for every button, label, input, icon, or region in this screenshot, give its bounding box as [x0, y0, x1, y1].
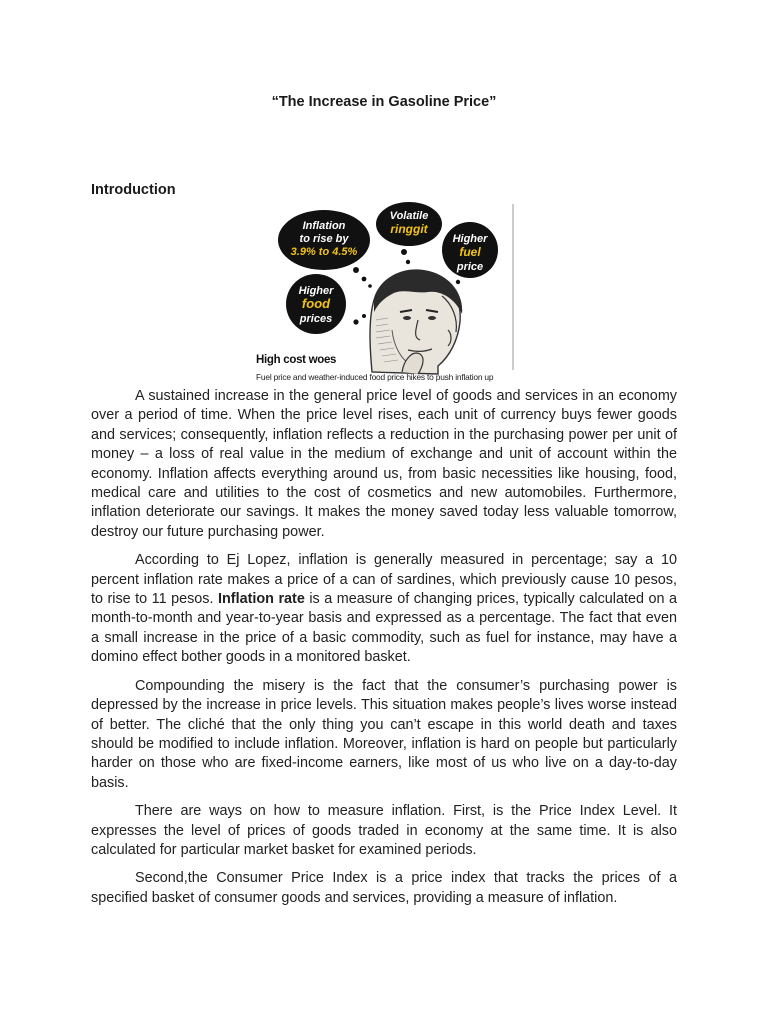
- bubble-food-line1: Higher: [298, 285, 334, 297]
- paragraph-2-part2: is a measure of changing prices, typically calculated on a month-to-month and year-to-year basis and expressed as a percentage. The fact that even a small increase in the price of a basic commodity, such as fuel for instance, may have a domino effect bother goods in a monitored basket.: [91, 591, 677, 666]
- bubble-fuel-line1: Higher: [452, 233, 488, 245]
- bubble-inflation-line1: Inflation: [302, 220, 346, 232]
- bubble-inflation-line2: to rise by: [299, 233, 349, 245]
- bubble-food-line3: prices: [299, 313, 333, 325]
- section-heading: Introduction: [91, 182, 176, 198]
- figure-caption-subtitle: Fuel price and weather-induced food price hikes to push inflation up: [256, 372, 494, 382]
- bubble-inflation: [278, 210, 370, 270]
- inflation-rate-term: Inflation rate: [218, 591, 305, 608]
- bubble-ringgit: [376, 202, 442, 246]
- bubble-food: [286, 274, 346, 334]
- bubble-fuel: [442, 222, 498, 278]
- bubble-fuel-line3: price: [456, 261, 484, 273]
- paragraph-4: There are ways on how to measure inflation. First, is the Price Index Level. It expresses the level of prices of goods traded in economy at the same time. It is also calculated for particular market basket for examined periods.: [91, 803, 677, 858]
- paragraph-3: Compounding the misery is the fact that the consumer’s purchasing power is depressed by the increase in price levels. This situation makes people’s lives worse instead of better. The cliché that the only thing you can’t escape in this world death and taxes should be modified to include inflation. Moreover, inflation is hard on people but particularly harder on those who are fixed-income earners, like most of us who live on a day-to-day basis.: [91, 677, 677, 791]
- bubble-inflation-line3: 3.9% to 4.5%: [290, 246, 358, 258]
- bubble-ringgit-line1: Volatile: [389, 210, 429, 222]
- bubble-ringgit-line2: ringgit: [390, 222, 428, 236]
- paragraph-2: [91, 551, 677, 667]
- paragraph-1: A sustained increase in the general price level of goods and services in an economy over a period of time. When the price level rises, each unit of currency buys fewer goods and services; consequently, inflation reflects a reduction in the purchasing power per unit of money – a loss of real value in the medium of exchange and unit of account within the economy. Inflation affects everything around us, from basic necessities like housing, food, medical care and utilities to the cost of cosmetics and new automobiles. Furthermore, inflation deteriorate our savings. It makes the money saved today less valuable tomorrow, destroy our future purchasing power.: [91, 388, 677, 540]
- paragraph-5: Second,the Consumer Price Index is a price index that tracks the prices of a specified basket of consumer goods and services, providing a measure of inflation.: [91, 870, 677, 906]
- figure-caption-title: High cost woes: [256, 354, 337, 366]
- man-face-illustration: [370, 269, 462, 374]
- bubble-fuel-line2: fuel: [459, 245, 481, 259]
- bubble-food-line2: food: [301, 296, 331, 311]
- body-text: [91, 387, 677, 917]
- document-title: “The Increase in Gasoline Price”: [271, 94, 497, 110]
- paragraph-2-part1: According to Ej Lopez, inflation is generally measured in percentage; say a 10 percent inflation rate makes a price of a can of sardines, which previously cause 10 pesos, to rise to 11 pesos.: [91, 552, 677, 608]
